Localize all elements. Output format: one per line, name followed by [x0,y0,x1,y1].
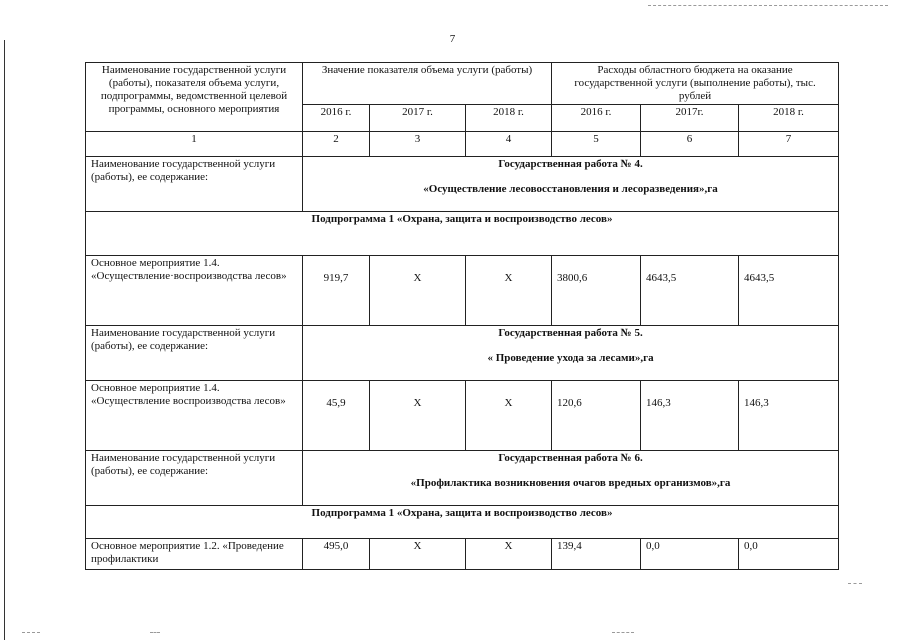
activity-value: 919,7 [303,256,370,326]
state-work-6-title: Государственная работа № 6. [498,452,643,464]
activity-value: 45,9 [303,381,370,451]
scan-artifact-bottom-left [22,632,40,633]
activity-value: 3800,6 [552,256,641,326]
expense-year-2016: 2016 г. [552,105,641,132]
activity-row [86,539,839,570]
expense-year-2017: 2017г. [641,105,739,132]
header-row [86,63,839,105]
column-number: 6 [641,132,739,157]
scan-artifact-bottom-right [612,632,634,633]
header-volume-column: Значение показателя объема услуги (работы) [303,63,552,105]
activity-value: 120,6 [552,381,641,451]
column-number: 2 [303,132,370,157]
activity-value: 146,3 [641,381,739,451]
activity-value: 0,0 [739,539,839,570]
column-number: 1 [86,132,303,157]
state-label: Наименование государственной услуги (работы), ее содержание: [86,451,303,506]
activity-value: 4643,5 [739,256,839,326]
activity-value: Х [466,256,552,326]
state-label: Наименование государственной услуги (работы), ее содержание: [86,326,303,381]
activity-value: 495,0 [303,539,370,570]
activity-value: 146,3 [739,381,839,451]
activity-value: 139,4 [552,539,641,570]
scan-artifact-right [848,583,862,584]
state-work-4 [303,157,839,212]
activity-value: 4643,5 [641,256,739,326]
activity-value: Х [466,381,552,451]
state-work-5-row [86,326,839,381]
state-work-6 [303,451,839,506]
volume-year-2016: 2016 г. [303,105,370,132]
activity-name: Основное мероприятие 1.4. «Осуществление воспроизводства лесов» [86,381,303,451]
column-number: 3 [370,132,466,157]
state-work-4-content: «Осуществление лесовосстановления и лесоразведения»,га [423,183,718,195]
subprogram-row [86,212,839,256]
column-number: 4 [466,132,552,157]
activity-value: Х [466,539,552,570]
activity-value: 0,0 [641,539,739,570]
scan-artifact-bottom-mid [150,632,160,633]
column-number: 5 [552,132,641,157]
volume-year-2018: 2018 г. [466,105,552,132]
budget-table [85,62,839,570]
page-number: 7 [449,33,456,45]
activity-name: Основное мероприятие 1.2. «Проведение профилактики [86,539,303,570]
scan-left-edge [4,40,5,640]
activity-value: Х [370,381,466,451]
state-work-4-title: Государственная работа № 4. [498,158,643,170]
column-number: 7 [739,132,839,157]
expense-year-2018: 2018 г. [739,105,839,132]
subprogram-title: Подпрограмма 1 «Охрана, защита и воспроизводство лесов» [86,506,839,539]
activity-row [86,256,839,326]
state-work-5-title: Государственная работа № 5. [498,327,643,339]
activity-row [86,381,839,451]
state-work-5 [303,326,839,381]
activity-value: Х [370,539,466,570]
subprogram-row [86,506,839,539]
column-numbers-row [86,132,839,157]
state-work-5-content: « Проведение ухода за лесами»,га [487,352,654,364]
header-expense-column: Расходы областного бюджета на оказание государственной услуги (выполнение работы), тыс. рублей [552,63,839,105]
scan-artifact-top [648,5,888,6]
volume-year-2017: 2017 г. [370,105,466,132]
subprogram-title: Подпрограмма 1 «Охрана, защита и воспроизводство лесов» [86,212,839,256]
state-work-4-row [86,157,839,212]
state-label: Наименование государственной услуги (работы), ее содержание: [86,157,303,212]
state-work-6-content: «Профилактика возникновения очагов вредных организмов»,га [410,477,731,489]
activity-name: Основное мероприятие 1.4. «Осуществление·воспроизводства лесов» [86,256,303,326]
header-name-column: Наименование государственной услуги (работы), показателя объема услуги, подпрограммы, ведомственной целевой программы, основного мероприятия [86,63,303,132]
state-work-6-row [86,451,839,506]
activity-value: Х [370,256,466,326]
